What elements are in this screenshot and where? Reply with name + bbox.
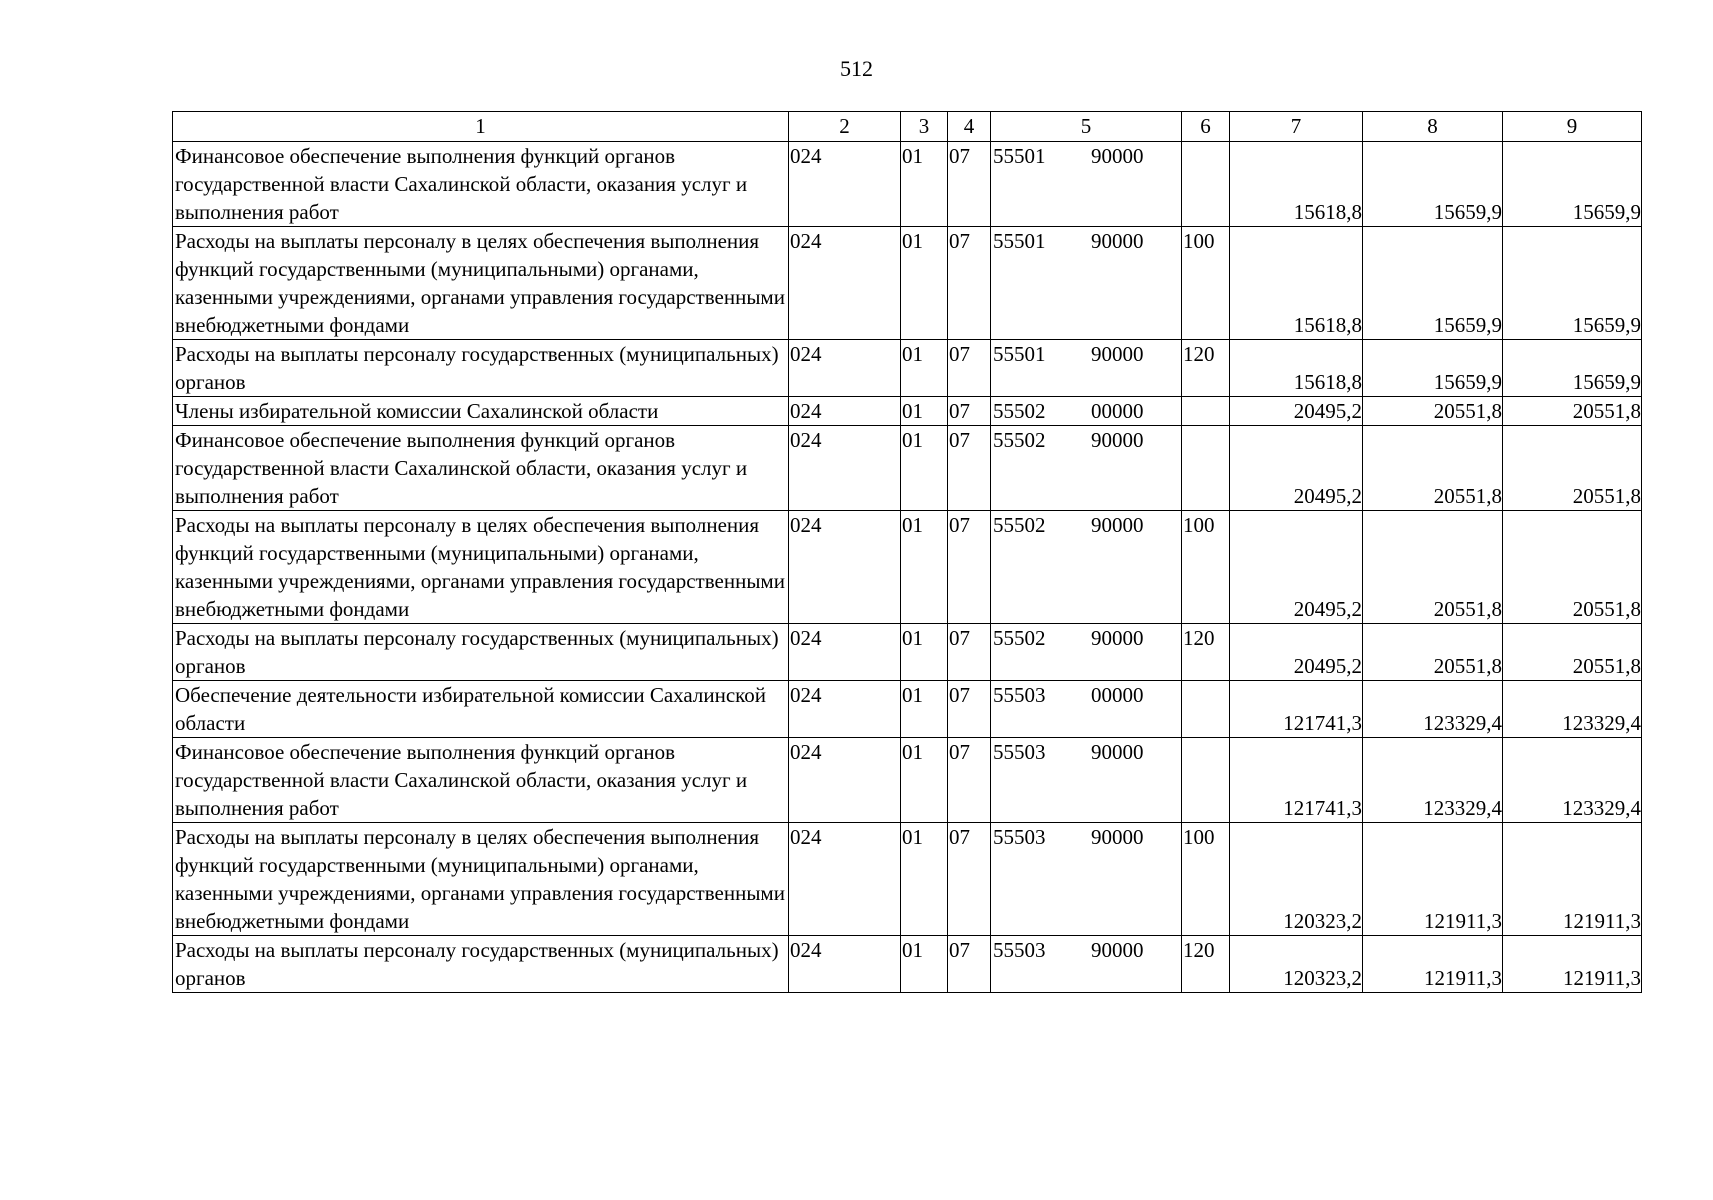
expense-type-code-cell: 100 <box>1182 823 1230 936</box>
amount-col9-cell: 20551,8 <box>1503 511 1642 624</box>
target-article-direction-code: 90000 <box>1091 626 1144 650</box>
desc-cell: Финансовое обеспечение выполнения функций органов государственной власти Сахалинской области, оказания услуг и выполнения работ <box>173 738 789 823</box>
expense-type-code-cell <box>1182 142 1230 227</box>
ministry-code-cell: 024 <box>789 823 901 936</box>
expense-type-code-cell: 120 <box>1182 340 1230 397</box>
expense-type-code-cell <box>1182 738 1230 823</box>
ministry-code-cell: 024 <box>789 738 901 823</box>
section-code-cell: 01 <box>901 426 948 511</box>
header-cell: 6 <box>1182 112 1230 142</box>
target-article-program-code: 55503 <box>993 825 1046 849</box>
amount-col8-cell: 20551,8 <box>1363 426 1503 511</box>
header-cell: 9 <box>1503 112 1642 142</box>
desc-cell: Расходы на выплаты персоналу государственных (муниципальных) органов <box>173 340 789 397</box>
section-code-cell: 01 <box>901 823 948 936</box>
table-row <box>173 738 1642 823</box>
target-article-direction-code: 00000 <box>1091 683 1144 707</box>
desc-cell: Члены избирательной комиссии Сахалинской области <box>173 397 789 426</box>
amount-col8-cell: 15659,9 <box>1363 340 1503 397</box>
target-article-code-cell <box>991 426 1182 511</box>
subsection-code-cell: 07 <box>948 426 991 511</box>
amount-col7-cell: 20495,2 <box>1230 624 1363 681</box>
page-number: 512 <box>840 56 873 81</box>
header-cell: 2 <box>789 112 901 142</box>
amount-col7-cell: 120323,2 <box>1230 823 1363 936</box>
section-code-cell: 01 <box>901 936 948 993</box>
amount-col7-cell: 121741,3 <box>1230 681 1363 738</box>
section-code-cell: 01 <box>901 511 948 624</box>
amount-col9-cell: 20551,8 <box>1503 397 1642 426</box>
table-row <box>173 681 1642 738</box>
table-row <box>173 823 1642 936</box>
expense-type-code-cell: 100 <box>1182 227 1230 340</box>
target-article-program-code: 55503 <box>993 740 1046 764</box>
ministry-code-cell: 024 <box>789 142 901 227</box>
amount-col7-cell: 15618,8 <box>1230 142 1363 227</box>
target-article-direction-code: 90000 <box>1091 740 1144 764</box>
amount-col9-cell: 123329,4 <box>1503 681 1642 738</box>
amount-col7-cell: 20495,2 <box>1230 397 1363 426</box>
expense-type-code-cell <box>1182 397 1230 426</box>
subsection-code-cell: 07 <box>948 624 991 681</box>
target-article-code-cell <box>991 681 1182 738</box>
section-code-cell: 01 <box>901 340 948 397</box>
expense-type-code-cell: 120 <box>1182 936 1230 993</box>
amount-col9-cell: 123329,4 <box>1503 738 1642 823</box>
table-row <box>173 624 1642 681</box>
amount-col8-cell: 123329,4 <box>1363 681 1503 738</box>
header-cell: 4 <box>948 112 991 142</box>
section-code-cell: 01 <box>901 624 948 681</box>
amount-col7-cell: 20495,2 <box>1230 511 1363 624</box>
header-cell: 8 <box>1363 112 1503 142</box>
expense-type-code-cell: 120 <box>1182 624 1230 681</box>
target-article-code-cell <box>991 738 1182 823</box>
section-code-cell: 01 <box>901 738 948 823</box>
amount-col7-cell: 20495,2 <box>1230 426 1363 511</box>
ministry-code-cell: 024 <box>789 681 901 738</box>
target-article-code-cell <box>991 142 1182 227</box>
ministry-code-cell: 024 <box>789 340 901 397</box>
target-article-code-cell <box>991 624 1182 681</box>
header-cell: 3 <box>901 112 948 142</box>
desc-cell: Расходы на выплаты персоналу в целях обеспечения выполнения функций государственными (муниципальными) органами, казенными учреждениями, органами управления государственными внебюджетными фондами <box>173 227 789 340</box>
amount-col7-cell: 121741,3 <box>1230 738 1363 823</box>
subsection-code-cell: 07 <box>948 823 991 936</box>
expense-type-code-cell <box>1182 681 1230 738</box>
table-row <box>173 936 1642 993</box>
ministry-code-cell: 024 <box>789 426 901 511</box>
section-code-cell: 01 <box>901 681 948 738</box>
budget-table <box>172 111 1642 993</box>
target-article-code-cell <box>991 227 1182 340</box>
target-article-code-cell <box>991 340 1182 397</box>
amount-col7-cell: 15618,8 <box>1230 340 1363 397</box>
subsection-code-cell: 07 <box>948 738 991 823</box>
table-row <box>173 511 1642 624</box>
section-code-cell: 01 <box>901 397 948 426</box>
amount-col8-cell: 121911,3 <box>1363 936 1503 993</box>
table-row <box>173 426 1642 511</box>
desc-cell: Расходы на выплаты персоналу государственных (муниципальных) органов <box>173 624 789 681</box>
desc-cell: Финансовое обеспечение выполнения функций органов государственной власти Сахалинской области, оказания услуг и выполнения работ <box>173 426 789 511</box>
table-row <box>173 227 1642 340</box>
desc-cell: Расходы на выплаты персоналу в целях обеспечения выполнения функций государственными (муниципальными) органами, казенными учреждениями, органами управления государственными внебюджетными фондами <box>173 823 789 936</box>
amount-col8-cell: 20551,8 <box>1363 511 1503 624</box>
amount-col9-cell: 15659,9 <box>1503 340 1642 397</box>
subsection-code-cell: 07 <box>948 340 991 397</box>
table-row <box>173 142 1642 227</box>
table-row <box>173 397 1642 426</box>
amount-col8-cell: 20551,8 <box>1363 397 1503 426</box>
desc-cell: Обеспечение деятельности избирательной комиссии Сахалинской области <box>173 681 789 738</box>
desc-cell: Финансовое обеспечение выполнения функций органов государственной власти Сахалинской области, оказания услуг и выполнения работ <box>173 142 789 227</box>
amount-col9-cell: 121911,3 <box>1503 823 1642 936</box>
ministry-code-cell: 024 <box>789 936 901 993</box>
amount-col8-cell: 15659,9 <box>1363 227 1503 340</box>
subsection-code-cell: 07 <box>948 511 991 624</box>
expense-type-code-cell: 100 <box>1182 511 1230 624</box>
amount-col8-cell: 15659,9 <box>1363 142 1503 227</box>
header-row <box>173 112 1642 142</box>
amount-col8-cell: 121911,3 <box>1363 823 1503 936</box>
header-cell: 5 <box>991 112 1182 142</box>
section-code-cell: 01 <box>901 142 948 227</box>
target-article-program-code: 55502 <box>993 428 1046 452</box>
target-article-program-code: 55502 <box>993 626 1046 650</box>
target-article-direction-code: 90000 <box>1091 938 1144 962</box>
target-article-direction-code: 90000 <box>1091 144 1144 168</box>
table-body <box>173 142 1642 993</box>
amount-col9-cell: 20551,8 <box>1503 624 1642 681</box>
desc-cell: Расходы на выплаты персоналу в целях обеспечения выполнения функций государственными (муниципальными) органами, казенными учреждениями, органами управления государственными внебюджетными фондами <box>173 511 789 624</box>
target-article-code-cell <box>991 397 1182 426</box>
subsection-code-cell: 07 <box>948 227 991 340</box>
target-article-direction-code: 90000 <box>1091 342 1144 366</box>
ministry-code-cell: 024 <box>789 227 901 340</box>
amount-col8-cell: 20551,8 <box>1363 624 1503 681</box>
subsection-code-cell: 07 <box>948 936 991 993</box>
ministry-code-cell: 024 <box>789 397 901 426</box>
amount-col9-cell: 15659,9 <box>1503 227 1642 340</box>
target-article-program-code: 55501 <box>993 229 1046 253</box>
amount-col7-cell: 120323,2 <box>1230 936 1363 993</box>
amount-col7-cell: 15618,8 <box>1230 227 1363 340</box>
expense-type-code-cell <box>1182 426 1230 511</box>
ministry-code-cell: 024 <box>789 511 901 624</box>
amount-col9-cell: 20551,8 <box>1503 426 1642 511</box>
target-article-code-cell <box>991 936 1182 993</box>
amount-col9-cell: 121911,3 <box>1503 936 1642 993</box>
target-article-program-code: 55502 <box>993 513 1046 537</box>
header-cell: 1 <box>173 112 789 142</box>
subsection-code-cell: 07 <box>948 397 991 426</box>
target-article-program-code: 55503 <box>993 938 1046 962</box>
target-article-direction-code: 00000 <box>1091 399 1144 423</box>
amount-col9-cell: 15659,9 <box>1503 142 1642 227</box>
target-article-direction-code: 90000 <box>1091 229 1144 253</box>
target-article-program-code: 55501 <box>993 342 1046 366</box>
subsection-code-cell: 07 <box>948 681 991 738</box>
target-article-direction-code: 90000 <box>1091 513 1144 537</box>
subsection-code-cell: 07 <box>948 142 991 227</box>
target-article-code-cell <box>991 823 1182 936</box>
target-article-program-code: 55502 <box>993 399 1046 423</box>
target-article-direction-code: 90000 <box>1091 428 1144 452</box>
target-article-code-cell <box>991 511 1182 624</box>
target-article-direction-code: 90000 <box>1091 825 1144 849</box>
target-article-program-code: 55503 <box>993 683 1046 707</box>
header-cell: 7 <box>1230 112 1363 142</box>
section-code-cell: 01 <box>901 227 948 340</box>
table-row <box>173 340 1642 397</box>
amount-col8-cell: 123329,4 <box>1363 738 1503 823</box>
target-article-program-code: 55501 <box>993 144 1046 168</box>
desc-cell: Расходы на выплаты персоналу государственных (муниципальных) органов <box>173 936 789 993</box>
ministry-code-cell: 024 <box>789 624 901 681</box>
